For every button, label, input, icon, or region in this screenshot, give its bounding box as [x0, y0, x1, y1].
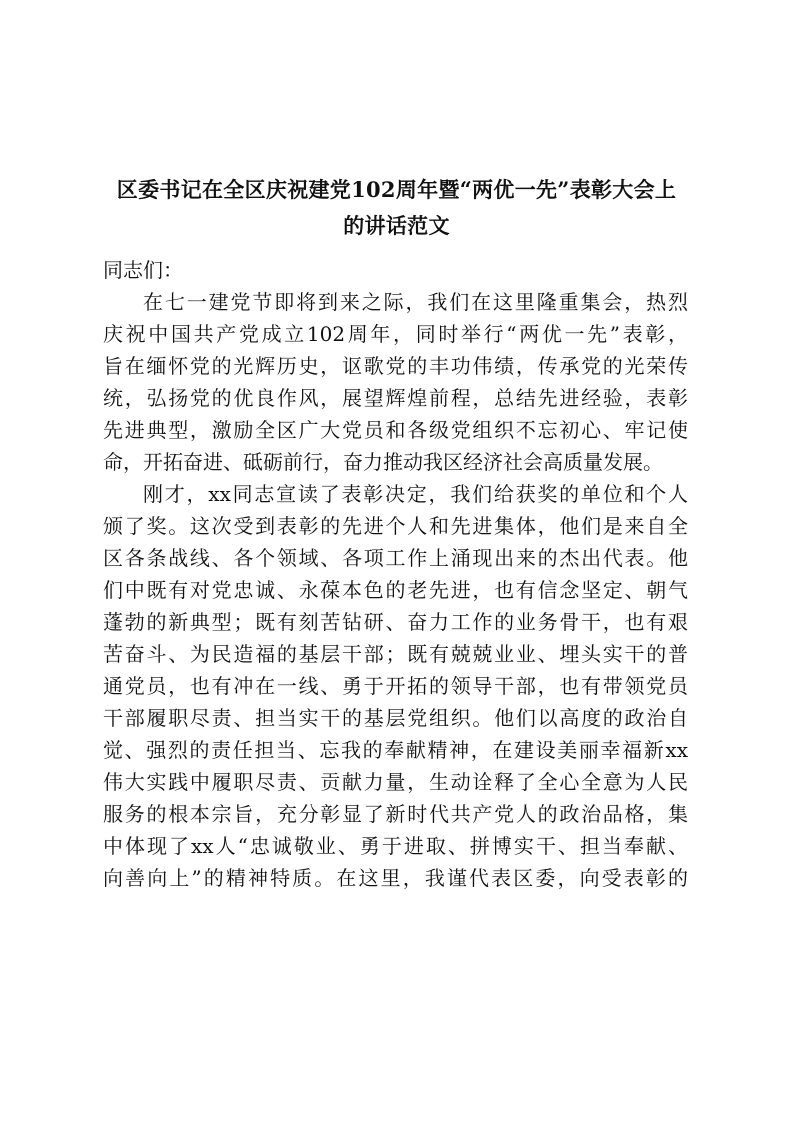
document-body: [103, 254, 688, 894]
paragraph-line: 庆祝中国共产党成立102周年，同时举行“两优一先”表彰，: [103, 322, 688, 346]
paragraph-line: 先进典型，激励全区广大党员和各级党组织不忘初心、牢记使: [103, 418, 688, 442]
paragraph-line: 颁了奖。这次受到表彰的先进个人和先进集体，他们是来自全: [103, 514, 688, 538]
paragraph-line: 苦奋斗、为民造福的基层干部；既有兢兢业业、埋头实干的普: [103, 642, 688, 666]
paragraph-line: 旨在缅怀党的光辉历史，讴歌党的丰功伟绩，传承党的光荣传: [103, 354, 688, 378]
paragraph-line: 蓬勃的新典型；既有刻苦钻研、奋力工作的业务骨干，也有艰: [103, 610, 688, 634]
title-line-2: 的讲话范文: [343, 213, 450, 238]
paragraph-line: 向善向上”的精神特质。在这里，我谨代表区委，向受表彰的: [103, 866, 688, 890]
title-line-1: 区委书记在全区庆祝建党102周年暨“两优一先”表彰大会上: [116, 177, 677, 202]
paragraph-line: 干部履职尽责、担当实干的基层党组织。他们以高度的政治自: [103, 706, 688, 730]
paragraph-line: 区各条战线、各个领域、各项工作上涌现出来的杰出代表。他: [103, 546, 688, 570]
paragraph-line: 统，弘扬党的优良作风，展望辉煌前程，总结先进经验，表彰: [103, 386, 688, 410]
paragraph-line: 中体现了xx人“忠诚敬业、勇于进取、拼博实干、担当奉献、: [103, 834, 688, 858]
paragraph-line: 通党员，也有冲在一线、勇于开拓的领导干部，也有带领党员: [103, 674, 688, 698]
paragraph-line: 命，开拓奋进、砥砺前行，奋力推动我区经济社会高质量发展。: [103, 450, 663, 474]
paragraph-line: 刚才，xx同志宣读了表彰决定，我们给获奖的单位和个人: [143, 482, 688, 506]
paragraph-line: 在七一建党节即将到来之际，我们在这里隆重集会，热烈: [143, 290, 688, 314]
paragraph-line: 们中既有对党忠诚、永葆本色的老先进，也有信念坚定、朝气: [103, 578, 688, 602]
salutation: 同志们：: [103, 258, 183, 282]
paragraph-2: [103, 478, 688, 894]
paragraph-line: 伟大实践中履职尽责、贡献力量，生动诠释了全心全意为人民: [103, 770, 688, 794]
paragraph-line: 觉、强烈的责任担当、忘我的奉献精神，在建设美丽幸福新xx: [103, 738, 688, 762]
paragraph-1: [103, 286, 688, 478]
paragraph-line: 服务的根本宗旨，充分彰显了新时代共产党人的政治品格，集: [103, 802, 688, 826]
document-title: [100, 172, 693, 244]
